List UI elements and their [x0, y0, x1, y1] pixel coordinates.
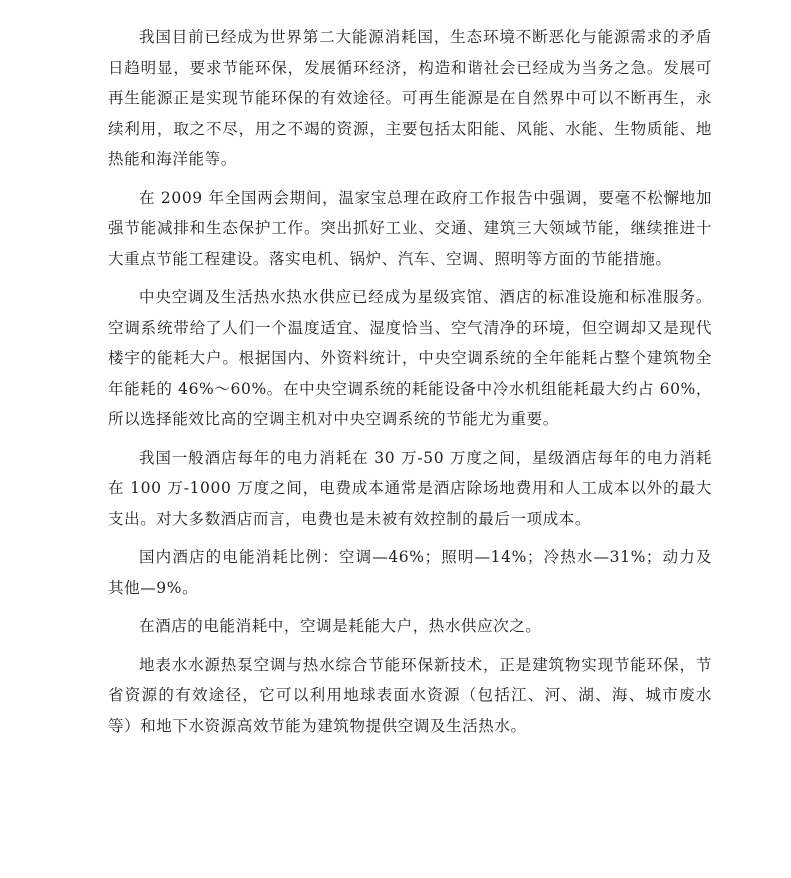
paragraph-heat-pump-technology: 地表水水源热泵空调与热水综合节能环保新技术，正是建筑物实现节能环保，节省资源的有效途径，它可以利用地球表面水资源（包括江、河、湖、海、城市废水等）和地下水资源高效节能为建筑物提供空调及生活热水。 [108, 655, 712, 735]
paragraph-central-air-conditioning: 中央空调及生活热水热水供应已经成为星级宾馆、酒店的标准设施和标准服务。空调系统带给了人们一个温度适宜、湿度恰当、空气清净的环境，但空调却又是现代楼宇的能耗大户。根据国内、外资料统计，中央空调系统的全年能耗占整个建筑物全年能耗的 46%～60%。在中央空调系统的耗能设备中冷水机组能耗最大约占 60%，所以选择能效比高的空调主机对中央空调系统的节能尤为重要。 [108, 288, 712, 428]
paragraph-energy-consumption: 我国目前已经成为世界第二大能源消耗国，生态环境不断恶化与能源需求的矛盾日趋明显，要求节能环保，发展循环经济，构造和谐社会已经成为当务之急。发展可再生能源正是实现节能环保的有效途径。可再生能源是在自然界中可以不断再生，永续利用，取之不尽，用之不竭的资源，主要包括太阳能、风能、水能、生物质能、地热能和海洋能等。 [108, 28, 712, 168]
paragraph-government-report: 在 2009 年全国两会期间，温家宝总理在政府工作报告中强调，要毫不松懈地加强节能减排和生态保护工作。突出抓好工业、交通、建筑三大领域节能，继续推进十大重点节能工程建设。落实电机、锅炉、汽车、空调、照明等方面的节能措施。 [108, 188, 712, 268]
paragraph-consumption-ratio: 国内酒店的电能消耗比例：空调—46%；照明—14%；冷热水—31%；动力及其他—9%。 [108, 548, 712, 597]
paragraph-hotel-electricity: 我国一般酒店每年的电力消耗在 30 万-50 万度之间，星级酒店每年的电力消耗在 100 万-1000 万度之间，电费成本通常是酒店除场地费用和人工成本以外的最大支出。对大多数酒店而言，电费也是未被有效控制的最后一项成本。 [108, 448, 712, 528]
paragraph-major-consumers: 在酒店的电能消耗中，空调是耗能大户，热水供应次之。 [139, 617, 542, 635]
document-page [108, 22, 712, 749]
